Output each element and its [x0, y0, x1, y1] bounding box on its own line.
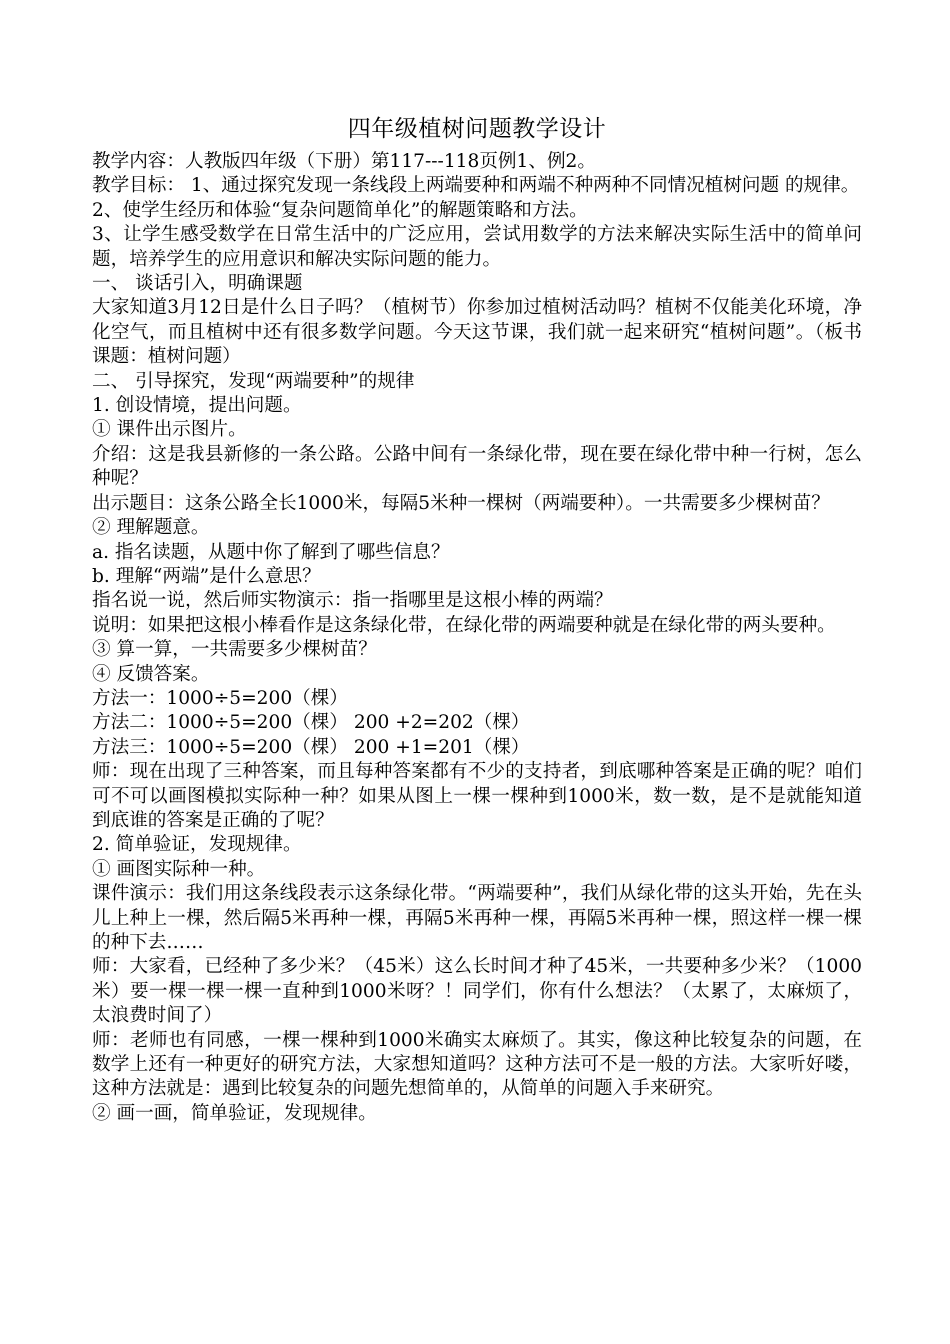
explanation-line: 说明：如果把这根小棒看作是这条绿化带，在绿化带的两端要种就是在绿化带的两头要种。 — [92, 614, 836, 636]
intro-road: 介绍：这是我县新修的一条公路。公路中间有一条绿化带，现在要在绿化带中种一行树，怎么种呢？ — [92, 443, 862, 490]
list-item: ② 画一画，简单验证，发现规律。 — [92, 1102, 377, 1124]
teacher-paragraph: 师：现在出现了三种答案，而且每种答案都有不少的支持者，到底哪种答案是正确的呢？咱们可不可以画图模拟实际种一种？如果从图上一棵一棵种到1000米，数一数，是不是就能知道到底谁的答案是正确的了呢？ — [92, 761, 862, 831]
demo-paragraph: 课件演示：我们用这条线段表示这条绿化带。“两端要种”，我们从绿化带的这头开始，先在头儿上种上一棵，然后隔5米再种一棵，再隔5米再种一棵，再隔5米再种一棵，照这样一棵一棵的种下去…… — [92, 883, 862, 953]
content-line: 教学内容：人教版四年级（下册）第117---118页例1、例2。 — [92, 151, 596, 172]
teacher-paragraph: 师：大家看，已经种了多少米？（45米）这么长时间才种了45米，一共要种多少米？（1000米）要一棵一棵一棵一直种到1000米呀？！同学们，你有什么想法？（太累了，太麻烦了，太浪费时间了） — [92, 956, 862, 1027]
document-page — [92, 110, 862, 1126]
list-item: ④ 反馈答案。 — [92, 663, 210, 685]
method-2: 方法二：1000÷5=200（棵） 200 +2=202（棵） — [92, 712, 530, 734]
method-3: 方法三：1000÷5=200（棵） 200 +1=201（棵） — [92, 736, 530, 758]
list-item: ② 理解题意。 — [92, 517, 210, 539]
section-2-heading: 二、 引导探究，发现“两端要种”的规律 — [92, 370, 415, 392]
objective-2: 2、使学生经历和体验“复杂问题简单化”的解题策略和方法。 — [92, 199, 588, 221]
demo-line: 指名说一说，然后师实物演示：指一指哪里是这根小棒的两端？ — [92, 590, 613, 612]
list-item: b. 理解“两端”是什么意思？ — [92, 565, 321, 587]
document-title: 四年级植树问题教学设计 — [347, 116, 607, 142]
method-1: 方法一：1000÷5=200（棵） — [92, 687, 348, 709]
step-1-heading: 1. 创设情境，提出问题。 — [92, 395, 302, 417]
list-item: ① 画图实际种一种。 — [92, 858, 266, 880]
problem-statement: 出示题目：这条公路全长1000米，每隔5米种一棵树（两端要种）。一共需要多少棵树苗？ — [92, 492, 830, 514]
list-item: ① 课件出示图片。 — [92, 419, 247, 441]
objectives-line: 教学目标： 1、通过探究发现一条线段上两端要种和两端不种两种不同情况植树问题 的规律。 — [92, 175, 860, 197]
intro-paragraph: 大家知道3月12日是什么日子吗？（植树节）你参加过植树活动吗？植树不仅能美化环境，净化空气，而且植树中还有很多数学问题。今天这节课，我们就一起来研究“植树问题”。（板书课题：植树问题） — [92, 297, 862, 368]
section-1-heading: 一、 谈话引入，明确课题 — [92, 273, 303, 295]
teacher-paragraph: 师：老师也有同感，一棵一棵种到1000米确实太麻烦了。其实，像这种比较复杂的问题，在数学上还有一种更好的研究方法，大家想知道吗？这种方法可不是一般的方法。大家听好喽，这种方法就是：遇到比较复杂的问题先想简单的，从简单的问题入手来研究。 — [92, 1029, 862, 1100]
step-2-heading: 2. 简单验证，发现规律。 — [92, 834, 302, 856]
list-item: a. 指名读题，从题中你了解到了哪些信息？ — [92, 541, 450, 563]
list-item: ③ 算一算，一共需要多少棵树苗？ — [92, 639, 377, 661]
objective-3: 3、让学生感受数学在日常生活中的广泛应用，尝试用数学的方法来解决实际生活中的简单问题，培养学生的应用意识和解决实际问题的能力。 — [92, 224, 862, 270]
